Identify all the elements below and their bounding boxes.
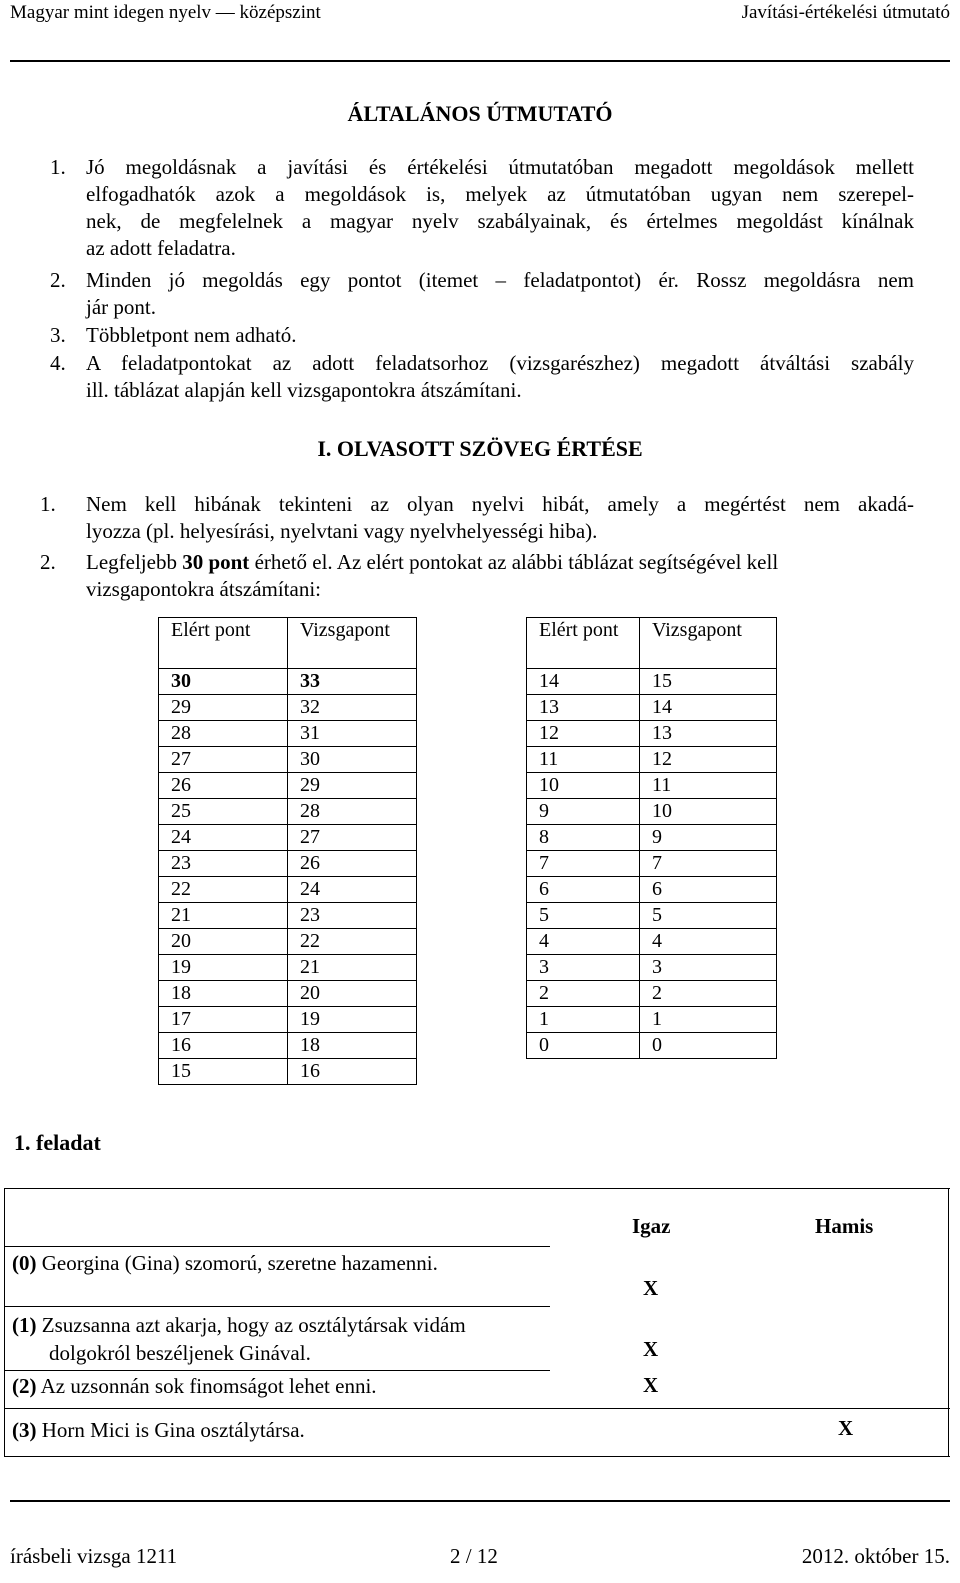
conversion-row — [527, 877, 777, 903]
reading-item-2-number: 2. — [40, 550, 56, 574]
exam-points-cell: 10 — [640, 799, 777, 825]
conversion-row — [159, 721, 417, 747]
conversion-row — [527, 773, 777, 799]
conversion-left-header-points: Elért pont — [159, 618, 288, 669]
exam-points-cell: 30 — [288, 747, 417, 773]
exam-points-cell: 32 — [288, 695, 417, 721]
conversion-row — [159, 929, 417, 955]
conversion-row — [159, 851, 417, 877]
general-item-1-line-1: Jó megoldásnak a javítási és értékelési útmutatóban megadott megoldások mellett — [86, 155, 914, 179]
task1-header-true: Igaz — [632, 1214, 671, 1238]
exam-points-cell: 27 — [288, 825, 417, 851]
earned-points-cell: 4 — [527, 929, 640, 955]
conversion-row — [527, 747, 777, 773]
exam-points-cell: 4 — [640, 929, 777, 955]
earned-points-cell: 9 — [527, 799, 640, 825]
earned-points-cell: 5 — [527, 903, 640, 929]
exam-points-cell: 16 — [288, 1059, 417, 1085]
earned-points-cell: 25 — [159, 799, 288, 825]
reading-item-1-number: 1. — [40, 492, 56, 516]
exam-points-cell: 1 — [640, 1007, 777, 1033]
conversion-row — [159, 903, 417, 929]
task1-row-1-text2: dolgokról beszéljenek Ginával. — [49, 1341, 311, 1365]
exam-points-cell: 28 — [288, 799, 417, 825]
conversion-row — [159, 981, 417, 1007]
task1-row-2-text: Az uzsonnán sok finomságot lehet enni. — [40, 1374, 377, 1398]
exam-points-cell: 18 — [288, 1033, 417, 1059]
conversion-row — [527, 903, 777, 929]
general-item-2-line-1: Minden jó megoldás egy pontot (itemet – feladatpontot) ér. Rossz megoldásra nem — [86, 268, 914, 292]
general-item-4 — [86, 350, 914, 404]
earned-points-cell: 19 — [159, 955, 288, 981]
earned-points-cell: 2 — [527, 981, 640, 1007]
conversion-row — [527, 1033, 777, 1059]
earned-points-cell: 21 — [159, 903, 288, 929]
exam-points-cell: 31 — [288, 721, 417, 747]
conversion-row — [527, 1007, 777, 1033]
conversion-left-header-exam: Vizsgapont — [288, 618, 417, 669]
task1-row-2-mark: X — [643, 1373, 659, 1397]
conversion-row — [159, 825, 417, 851]
conversion-row — [159, 1033, 417, 1059]
earned-points-cell: 29 — [159, 695, 288, 721]
earned-points-cell: 20 — [159, 929, 288, 955]
task1-row-3 — [12, 1416, 305, 1444]
general-item-3-line-1: Többletpont nem adható. — [86, 323, 297, 347]
earned-points-cell: 8 — [527, 825, 640, 851]
reading-item-2 — [86, 549, 914, 603]
exam-points-cell: 13 — [640, 721, 777, 747]
footer-left: írásbeli vizsga 1211 — [10, 1544, 178, 1568]
general-item-3-number: 3. — [50, 323, 66, 347]
general-item-4-line-2: ill. táblázat alapján kell vizsgapontokra átszámítani. — [86, 378, 522, 402]
general-item-1 — [86, 154, 914, 262]
earned-points-cell: 26 — [159, 773, 288, 799]
exam-points-cell: 33 — [288, 669, 417, 695]
task1-row-2-num: (2) — [12, 1374, 37, 1398]
task1-row-0 — [12, 1249, 438, 1277]
general-title: ÁLTALÁNOS ÚTMUTATÓ — [347, 101, 613, 126]
footer-right: 2012. október 15. — [801, 1544, 950, 1568]
general-item-2-number: 2. — [50, 268, 66, 292]
conversion-row — [159, 669, 417, 695]
earned-points-cell: 6 — [527, 877, 640, 903]
conversion-row — [159, 799, 417, 825]
conversion-row — [159, 1059, 417, 1085]
conversion-row — [527, 981, 777, 1007]
general-item-1-line-2: elfogadhatók azok a megoldások is, melyek az útmutatóban ugyan nem szerepel- — [86, 182, 914, 206]
task1-row-3-text: Horn Mici is Gina osztálytársa. — [41, 1418, 305, 1442]
exam-points-cell: 19 — [288, 1007, 417, 1033]
exam-points-cell: 0 — [640, 1033, 777, 1059]
task1-top-border — [4, 1188, 950, 1189]
conversion-right-header-exam: Vizsgapont — [640, 618, 777, 669]
exam-points-cell: 3 — [640, 955, 777, 981]
general-item-4-number: 4. — [50, 351, 66, 375]
exam-points-cell: 7 — [640, 851, 777, 877]
earned-points-cell: 27 — [159, 747, 288, 773]
conversion-row — [159, 773, 417, 799]
earned-points-cell: 0 — [527, 1033, 640, 1059]
task1-row-divider-1 — [4, 1246, 550, 1247]
exam-points-cell: 14 — [640, 695, 777, 721]
task1-row-0-mark: X — [643, 1276, 659, 1300]
conversion-row — [159, 747, 417, 773]
header-right: Javítási-értékelési útmutató — [741, 2, 950, 23]
reading-item-1-line-2: lyozza (pl. helyesírási, nyelvtani vagy nyelvhelyességi hiba). — [86, 519, 598, 543]
conversion-row — [527, 695, 777, 721]
general-item-1-line-3: nek, de megfelelnek a magyar nyelv szabályainak, és értelmes megoldást kínálnak — [86, 209, 914, 233]
footer-rule — [10, 1500, 950, 1502]
task1-row-divider-4 — [4, 1408, 950, 1409]
reading-item-2-pre: Legfeljebb — [86, 550, 183, 574]
conversion-row — [159, 695, 417, 721]
exam-points-cell: 9 — [640, 825, 777, 851]
exam-points-cell: 15 — [640, 669, 777, 695]
task1-label: 1. feladat — [14, 1130, 101, 1155]
exam-points-cell: 2 — [640, 981, 777, 1007]
conversion-row — [159, 877, 417, 903]
exam-points-cell: 11 — [640, 773, 777, 799]
earned-points-cell: 10 — [527, 773, 640, 799]
task1-row-divider-3 — [4, 1370, 550, 1371]
header-left: Magyar mint idegen nyelv — középszint — [10, 2, 321, 23]
task1-row-2 — [12, 1372, 377, 1400]
earned-points-cell: 30 — [159, 669, 288, 695]
exam-points-cell: 6 — [640, 877, 777, 903]
earned-points-cell: 28 — [159, 721, 288, 747]
earned-points-cell: 11 — [527, 747, 640, 773]
conversion-row — [527, 955, 777, 981]
task1-right-border — [948, 1188, 949, 1456]
conversion-row — [527, 669, 777, 695]
general-item-3 — [86, 322, 297, 349]
reading-item-2-line-2: vizsgapontokra átszámítani: — [86, 577, 322, 601]
conversion-right-header-points: Elért pont — [527, 618, 640, 669]
reading-item-2-bold: 30 pont — [182, 550, 250, 574]
task1-row-3-num: (3) — [12, 1418, 37, 1442]
task1-bottom-border — [4, 1456, 950, 1457]
earned-points-cell: 23 — [159, 851, 288, 877]
task1-row-0-text: Georgina (Gina) szomorú, szeretne hazamenni. — [41, 1251, 438, 1275]
earned-points-cell: 14 — [527, 669, 640, 695]
exam-points-cell: 20 — [288, 981, 417, 1007]
earned-points-cell: 16 — [159, 1033, 288, 1059]
reading-item-1 — [86, 491, 914, 545]
earned-points-cell: 22 — [159, 877, 288, 903]
header-rule — [10, 60, 950, 62]
exam-points-cell: 26 — [288, 851, 417, 877]
earned-points-cell: 18 — [159, 981, 288, 1007]
general-item-4-line-1: A feladatpontokat az adott feladatsorhoz (vizsgarészhez) megadott átváltási szabály — [86, 351, 914, 375]
exam-points-cell: 23 — [288, 903, 417, 929]
general-item-2 — [86, 267, 914, 321]
general-item-2-line-2: jár pont. — [86, 295, 156, 319]
reading-item-2-post: érhető el. Az elért pontokat az alábbi táblázat segítségével kell — [249, 550, 779, 574]
earned-points-cell: 7 — [527, 851, 640, 877]
task1-row-1 — [12, 1311, 466, 1367]
conversion-table-left — [158, 617, 417, 1085]
earned-points-cell: 13 — [527, 695, 640, 721]
earned-points-cell: 12 — [527, 721, 640, 747]
task1-row-divider-2 — [4, 1306, 550, 1307]
reading-title: I. OLVASOTT SZÖVEG ÉRTÉSE — [317, 436, 643, 461]
task1-row-1-mark: X — [643, 1337, 659, 1361]
task1-row-0-num: (0) — [12, 1251, 37, 1275]
general-item-1-number: 1. — [50, 155, 66, 179]
task1-header-false: Hamis — [815, 1214, 874, 1238]
exam-points-cell: 12 — [640, 747, 777, 773]
conversion-row — [527, 721, 777, 747]
reading-item-1-line-1: Nem kell hibának tekinteni az olyan nyelvi hibát, amely a megértést nem akadá- — [86, 492, 914, 516]
footer-center: 2 / 12 — [450, 1544, 498, 1568]
exam-points-cell: 22 — [288, 929, 417, 955]
earned-points-cell: 17 — [159, 1007, 288, 1033]
task1-left-border — [4, 1188, 5, 1456]
conversion-row — [527, 799, 777, 825]
exam-points-cell: 24 — [288, 877, 417, 903]
task1-row-1-text: Zsuzsanna azt akarja, hogy az osztálytársak vidám — [41, 1313, 466, 1337]
exam-points-cell: 5 — [640, 903, 777, 929]
conversion-row — [527, 851, 777, 877]
earned-points-cell: 15 — [159, 1059, 288, 1085]
earned-points-cell: 1 — [527, 1007, 640, 1033]
reading-item-2-line-1 — [86, 549, 914, 576]
task1-row-3-mark: X — [838, 1416, 854, 1440]
earned-points-cell: 3 — [527, 955, 640, 981]
exam-points-cell: 21 — [288, 955, 417, 981]
general-item-1-line-4: az adott feladatra. — [86, 236, 236, 260]
earned-points-cell: 24 — [159, 825, 288, 851]
conversion-row — [159, 955, 417, 981]
conversion-table-right — [526, 617, 777, 1059]
conversion-row — [159, 1007, 417, 1033]
conversion-row — [527, 929, 777, 955]
conversion-row — [527, 825, 777, 851]
task1-row-1-num: (1) — [12, 1313, 37, 1337]
exam-points-cell: 29 — [288, 773, 417, 799]
